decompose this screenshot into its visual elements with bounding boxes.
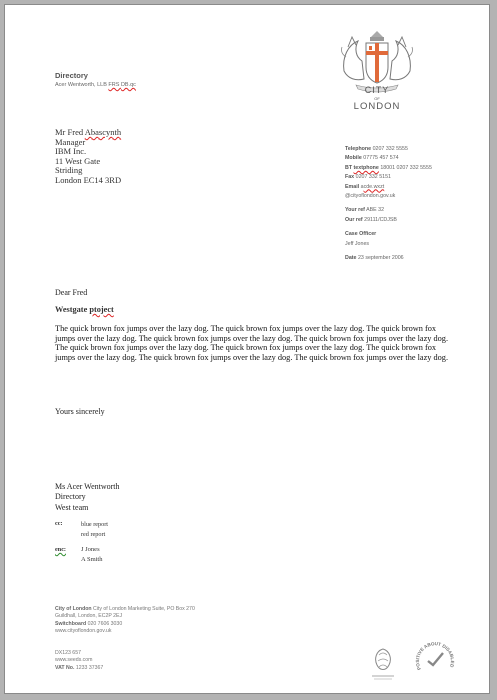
signature-team: West team — [55, 502, 89, 512]
salutation: Dear Fred — [55, 288, 88, 297]
recipient-line: 11 West Gate — [55, 155, 101, 166]
footer-org-row: City of London City of London Marketing Suite, PO Box 270 — [55, 606, 195, 612]
fax-row: Fax 0207 332 5151 — [345, 174, 391, 181]
body-paragraph: The quick brown fox jumps over the lazy dog. The quick brown fox jumps over the lazy dog. The quick brown fox jumps over the lazy dog. The quick brown fox jumps over the lazy dog. The quick brown fox jumps over the lazy dog. — [55, 324, 449, 343]
enc-item: A Smith — [81, 555, 103, 563]
email-domain: @cityoflondon.gov.uk — [345, 193, 396, 200]
recipient-line: IBM Inc. — [55, 146, 87, 157]
footer-switchboard-row: Switchboard 020 7606 3030 — [55, 620, 123, 627]
department-name: Directory — [55, 71, 88, 80]
your-ref-row: Your ref ABE 32 — [345, 207, 385, 214]
enc-item: J Jones — [81, 546, 100, 553]
date-row: Date 23 september 2006 — [345, 255, 404, 262]
footer-address — [55, 606, 195, 636]
footer-website: www.cityoflondon.gov.uk — [55, 628, 112, 635]
subject-line: Westgate ptoject — [55, 305, 114, 314]
closing: Yours sincerely — [55, 407, 105, 416]
email-row: Email acde.wxzt — [345, 183, 385, 190]
recipient-line: London EC14 3RD — [55, 174, 122, 185]
bt-textphone-row: BT textphone 18001 0207 332 5555 — [345, 164, 432, 171]
enc-list — [81, 545, 103, 564]
recipient-line: Striding — [55, 165, 83, 176]
cc-item: red report — [81, 530, 106, 538]
letter-page — [4, 4, 490, 694]
svg-text:POSITIVE ABOUT DISABLED PEOPLE: POSITIVE ABOUT DISABLED — [415, 641, 455, 671]
case-officer-label: Case Officer — [345, 231, 377, 238]
footer-dx: DX123 657 — [55, 650, 81, 656]
mobile-row: Mobile 07775 457 574 — [345, 155, 399, 162]
body-paragraph: The quick brown fox jumps over the lazy dog. The quick brown fox jumps over the lazy dog. The quick brown fox jumps over the lazy dog. The quick brown fox jumps over the lazy dog. The quick brown fox jumps over the lazy dog. — [55, 343, 449, 363]
contact-details — [345, 145, 432, 263]
footer-address-line: Guildhall, London, EC2P 2EJ — [55, 613, 123, 620]
logo-london-text: LONDON — [353, 101, 401, 112]
footer-vat-row: VAT No. 1233 37367 — [55, 664, 104, 671]
telephone-row: Telephone 0207 332 5555 — [345, 146, 408, 152]
footer-registration — [55, 650, 103, 672]
footer-seeds-site: www.seeds.com — [55, 657, 93, 664]
recipient-line: Manager — [55, 136, 86, 147]
enc-label: enc: — [55, 546, 66, 553]
signature-name: Ms Acer Wentworth — [55, 482, 120, 491]
logo-of-text: OF — [374, 96, 380, 101]
department-sender: Acer Wentworth, LLB FRS DB.qc — [55, 82, 136, 88]
signature-block — [55, 482, 120, 513]
signature-department: Directory — [55, 492, 86, 502]
cc-label: cc: — [55, 520, 63, 527]
recipient-name: Mr Fred Abascynth — [55, 127, 122, 137]
letter-body — [55, 324, 455, 363]
positive-about-disabled-people-badge-icon — [415, 635, 455, 683]
cc-list — [81, 520, 108, 539]
logo-city-text: CITY — [364, 85, 390, 95]
case-officer-name: Jeff Jones — [345, 240, 370, 247]
investors-in-people-badge-icon — [368, 645, 398, 685]
our-ref-row: Our ref 29111/CDJSB — [345, 216, 397, 223]
recipient-address — [55, 128, 121, 186]
cc-item: blue report — [81, 521, 108, 528]
